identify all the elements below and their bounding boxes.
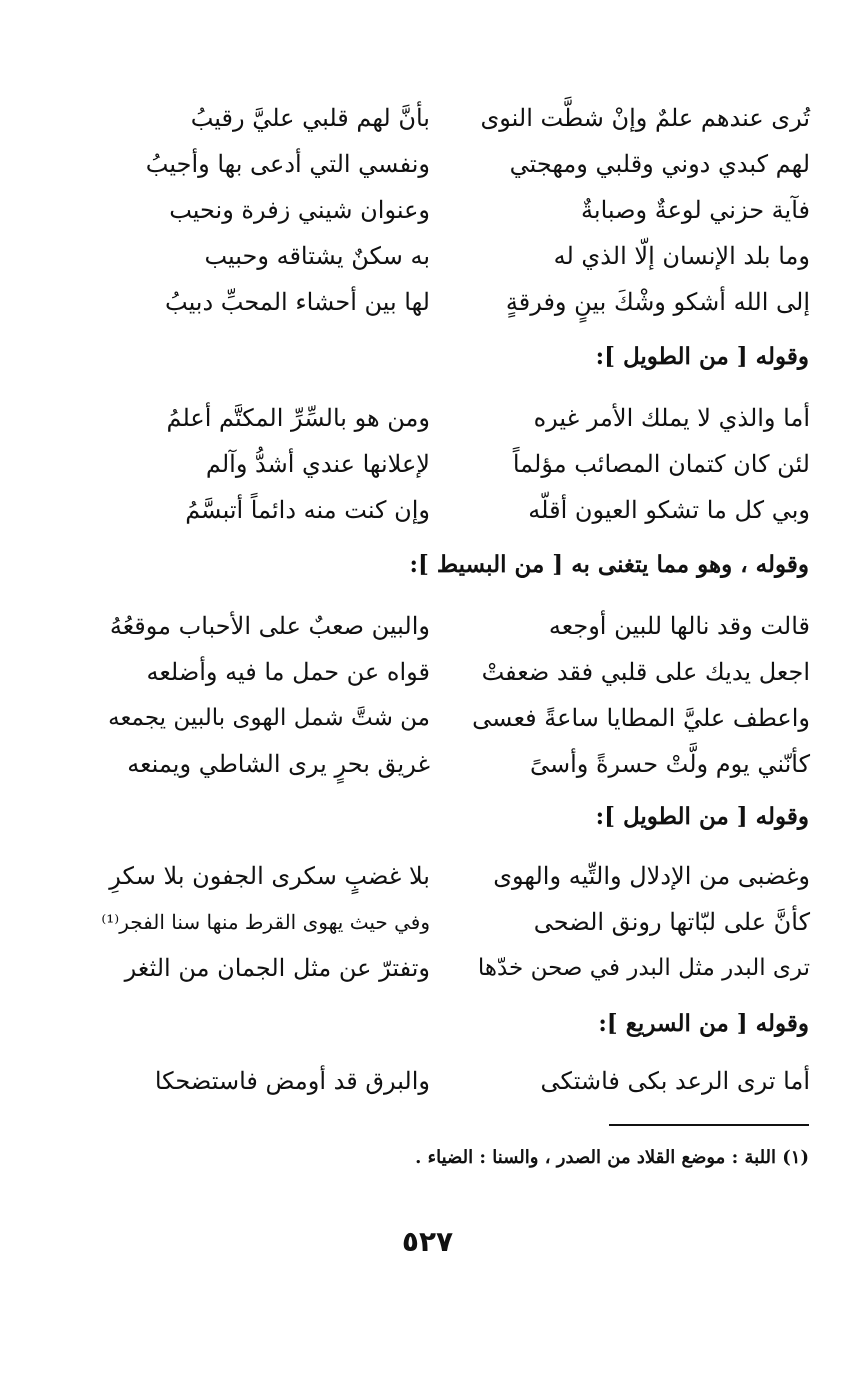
verse-second-hemistich: غريق بحرٍ يرى الشاطي ويمنعه — [127, 750, 430, 778]
verse-first-hemistich: أما ترى الرعد بكى فاشتكى — [540, 1067, 810, 1095]
verse-line — [100, 187, 810, 233]
verse-line — [100, 441, 810, 487]
verse-first-hemistich: كأنّني يوم ولَّتْ حسرةً وأسىً — [529, 750, 810, 778]
verse-line — [100, 487, 810, 533]
verse-line — [100, 141, 810, 187]
section-heading-3: وقوله ، وهو مما يتغنى به [ من البسيط ]: — [409, 551, 809, 578]
verse-first-hemistich: وبي كل ما تشكو العيون أقلّه — [528, 496, 810, 524]
poem-block-2 — [100, 395, 810, 533]
page-number: ٥٢٧ — [401, 1225, 454, 1258]
verse-first-hemistich: كأنَّ على لبّاتها رونق الضحى — [533, 908, 810, 936]
verse-second-hemistich: لإعلانها عندي أشدُّ وآلم — [205, 450, 430, 478]
verse-line — [100, 695, 810, 741]
section-heading-4: وقوله [ من الطويل ]: — [595, 803, 809, 830]
poem-block-5 — [100, 1058, 810, 1104]
poem-block-4 — [100, 853, 810, 991]
verse-second-hemistich: وعنوان شيني زفرة ونحيب — [169, 196, 430, 224]
verse-line — [100, 945, 810, 991]
verse-line — [100, 741, 810, 787]
verse-second-hemistich: وإن كنت منه دائماً أتبسَّمُ — [185, 496, 430, 524]
verse-second-hemistich: والبين صعبٌ على الأحباب موقعُهُ — [109, 612, 430, 640]
verse-first-hemistich: اجعل يديك على قلبي فقد ضعفتْ — [481, 658, 810, 686]
verse-second-hemistich: من شتَّ شمل الهوى بالبين يجمعه — [108, 705, 430, 731]
verse-second-hemistich: ونفسي التي أدعى بها وأجيبُ — [145, 150, 430, 178]
verse-line — [100, 649, 810, 695]
verse-line — [100, 899, 810, 945]
verse-first-hemistich: تُرى عندهم علمٌ وإنْ شطَّت النوى — [480, 104, 810, 132]
verse-second-hemistich: به سكنٌ يشتاقه وحبيب — [204, 242, 430, 270]
verse-second-hemistich: بأنَّ لهم قلبي عليَّ رقيبُ — [190, 104, 430, 132]
verse-first-hemistich: وما بلد الإنسان إلّا الذي له — [553, 242, 810, 270]
verse-first-hemistich: قالت وقد نالها للبين أوجعه — [548, 612, 810, 640]
footnote-divider — [609, 1124, 809, 1126]
verse-second-hemistich: ومن هو بالسِّرِّ المكتَّم أعلمُ — [166, 404, 430, 432]
section-heading-5: وقوله [ من السريع ]: — [598, 1010, 809, 1037]
verse-line — [100, 233, 810, 279]
verse-line — [100, 279, 810, 325]
verse-second-hemistich: بلا غضبٍ سكرى الجفون بلا سكرِ — [109, 862, 430, 890]
verse-first-hemistich: فآية حزني لوعةٌ وصبابةٌ — [581, 196, 810, 224]
verse-first-hemistich: واعطف عليَّ المطايا ساعةً فعسى — [472, 704, 810, 732]
poem-block-1 — [100, 95, 810, 325]
verse-line — [100, 395, 810, 441]
verse-line — [100, 95, 810, 141]
verse-second-hemistich: وفي حيث يهوى القرط منها سنا الفجر⁽¹⁾ — [101, 910, 430, 934]
verse-second-hemistich: قواه عن حمل ما فيه وأضلعه — [146, 658, 430, 686]
verse-first-hemistich: إلى الله أشكو وشْكَ بينٍ وفرقةٍ — [505, 288, 810, 316]
verse-first-hemistich: أما والذي لا يملك الأمر غيره — [533, 404, 810, 432]
footnote: (١) اللبة : موضع القلاد من الصدر ، والسنا : الضياء . — [415, 1147, 809, 1168]
verse-first-hemistich: وغضبى من الإدلال والتِّيه والهوى — [493, 862, 810, 890]
verse-second-hemistich: لها بين أحشاء المحبِّ دبيبُ — [165, 288, 430, 316]
verse-first-hemistich: لئن كان كتمان المصائب مؤلماً — [512, 450, 810, 478]
verse-line — [100, 603, 810, 649]
verse-line — [100, 1058, 810, 1104]
verse-line — [100, 853, 810, 899]
section-heading-2: وقوله [ من الطويل ]: — [595, 343, 809, 370]
verse-second-hemistich: وتفترّ عن مثل الجمان من الثغر — [124, 954, 430, 982]
verse-first-hemistich: ترى البدر مثل البدر في صحن خدّها — [477, 955, 810, 981]
verse-second-hemistich: والبرق قد أومض فاستضحكا — [154, 1067, 430, 1095]
poem-block-3 — [100, 603, 810, 787]
verse-first-hemistich: لهم كبدي دوني وقلبي ومهجتي — [509, 150, 810, 178]
